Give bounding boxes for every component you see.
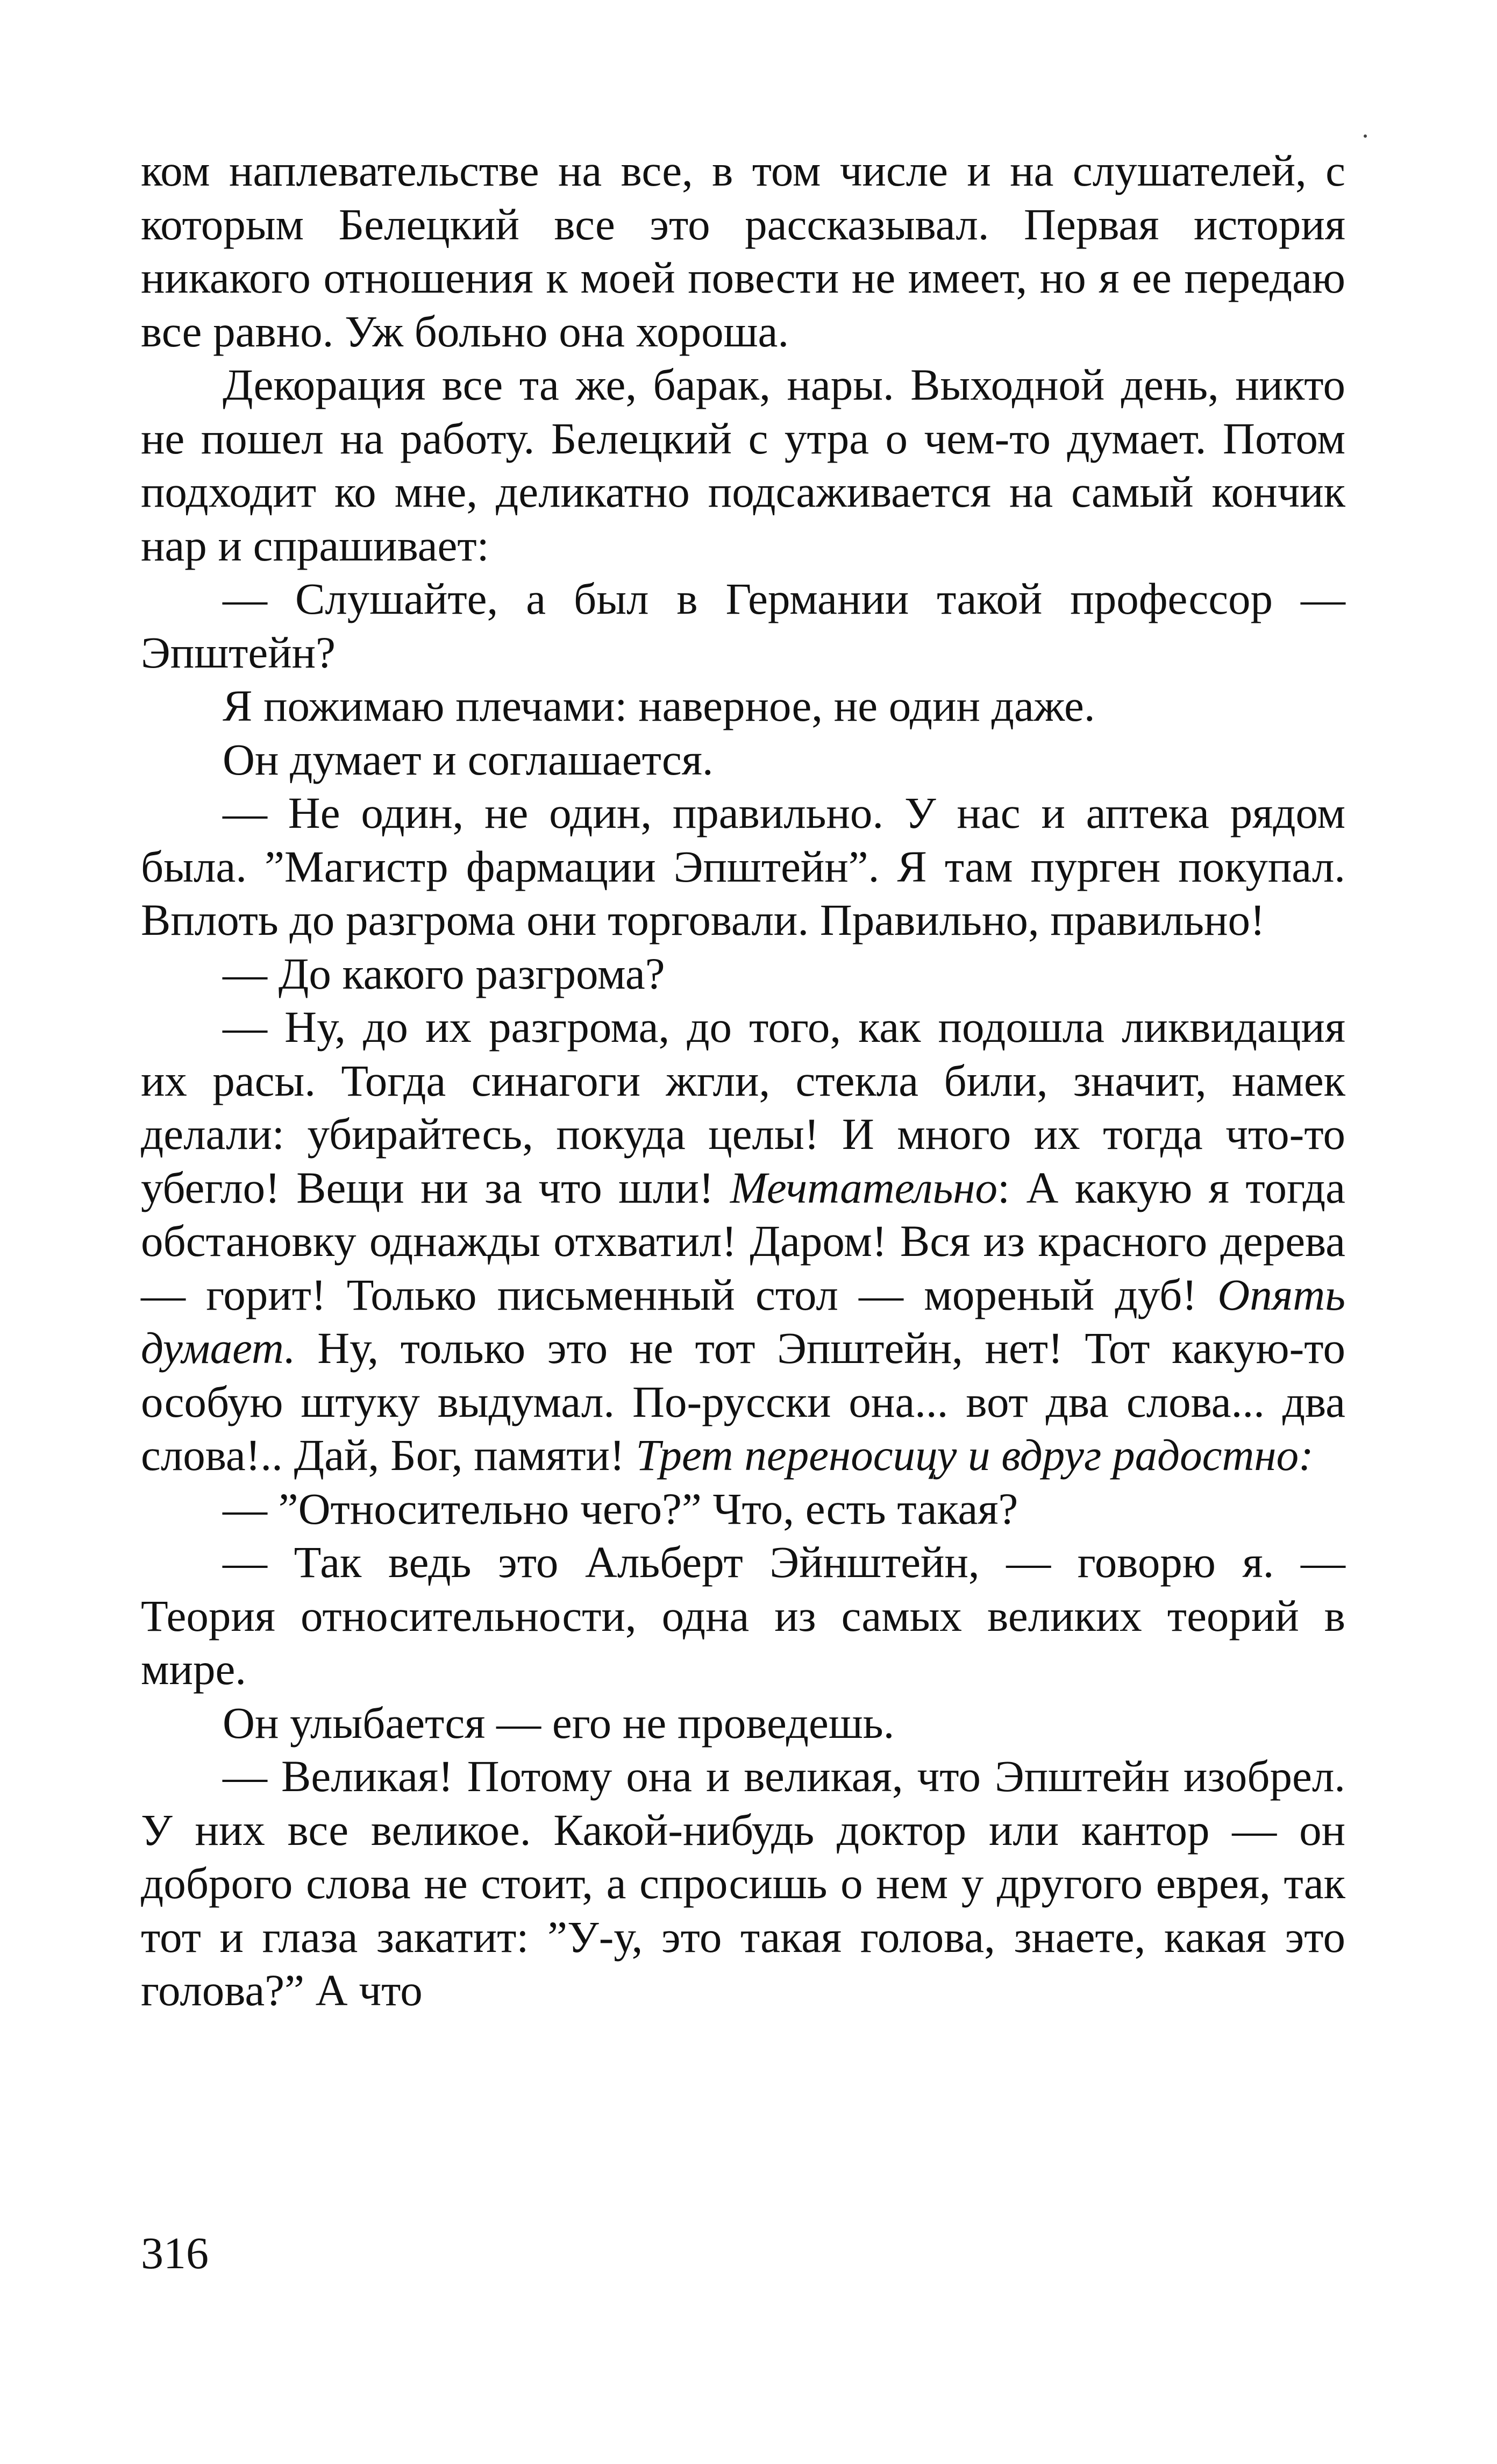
text-segment: Я пожимаю плечами: наверное, не один даже. [223,681,1095,730]
print-speck [1364,134,1367,138]
text-segment: — ”Относительно чего?” Что, есть такая? [223,1483,1018,1533]
paragraph [141,1750,1345,2018]
text-segment: — Великая! Потому она и великая, что Эпштейн изобрел. У них все великое. Какой-нибудь доктор или кантор — он доброго слова не стоит, а спросишь о нем у другого еврея, так тот и глаза закатит: ”У-у, это такая голова, знаете, какая это голова?” А что [141,1751,1345,2015]
text-segment: Он улыбается — его не проведешь. [223,1698,895,1748]
text-segment: — Так ведь это Альберт Эйнштейн, — говорю я. — Теория относительности, одна из самых великих теорий в мире. [141,1537,1345,1694]
paragraph [141,947,1345,1001]
text-segment: Декорация все та же, барак, нары. Выходной день, никто не пошел на работу. Белецкий с утра о чем-то думает. Потом подходит ко мне, деликатно подсаживается на самый кончик нар и спрашивает: [141,360,1345,570]
paragraph [141,1536,1345,1696]
paragraph [141,1000,1345,1482]
text-segment: — Слушайте, а был в Германии такой профессор — Эпштейн? [141,574,1345,677]
paragraph [141,572,1345,679]
text-segment: Ну, только это не тот Эпштейн, нет! Тот какую-то особую штуку выдумал. По-русски она... вот два слова... два слова!.. Дай, Бог, памяти! [141,1323,1345,1480]
text-body [141,144,1345,2018]
text-segment: : А какую я тогда обстановку однажды отхватил! Даром! Вся из красного дерева — горит! Только письменный стол — мореный дуб! [141,1162,1345,1319]
text-segment: — До какого разгрома? [223,948,665,998]
text-segment: ком наплевательстве на все, в том числе и на слушателей, с которым Белецкий все это рассказывал. Первая история никакого отношения к моей повести не имеет, но я ее передаю все равно. Уж больно она хороша. [141,146,1345,356]
text-segment: — Не один, не один, правильно. У нас и аптека рядом была. ”Магистр фармации Эпштейн”. Я там пурген покупал. Вплоть до разгрома они торговали. Правильно, правильно! [141,788,1345,945]
paragraph [141,1696,1345,1750]
stage-direction: Мечтательно [730,1162,998,1212]
stage-direction: Трет переносицу и вдруг радостно: [636,1430,1314,1480]
paragraph [141,733,1345,787]
text-segment: Он думает и соглашается. [223,734,714,784]
paragraph [141,144,1345,358]
paragraph [141,679,1345,733]
paragraph [141,786,1345,947]
page-number: 316 [141,2228,209,2278]
paragraph [141,1482,1345,1536]
paragraph [141,358,1345,572]
stage-direction: Опять думает. [141,1269,1345,1373]
text-segment: — Ну, до их разгрома, до того, как подошла ликвидация их расы. Тогда синагоги жгли, стекла били, значит, намек делали: убирайтесь, покуда целы! И много их тогда что-то убегло! Вещи ни за что шли! [141,1002,1345,1212]
